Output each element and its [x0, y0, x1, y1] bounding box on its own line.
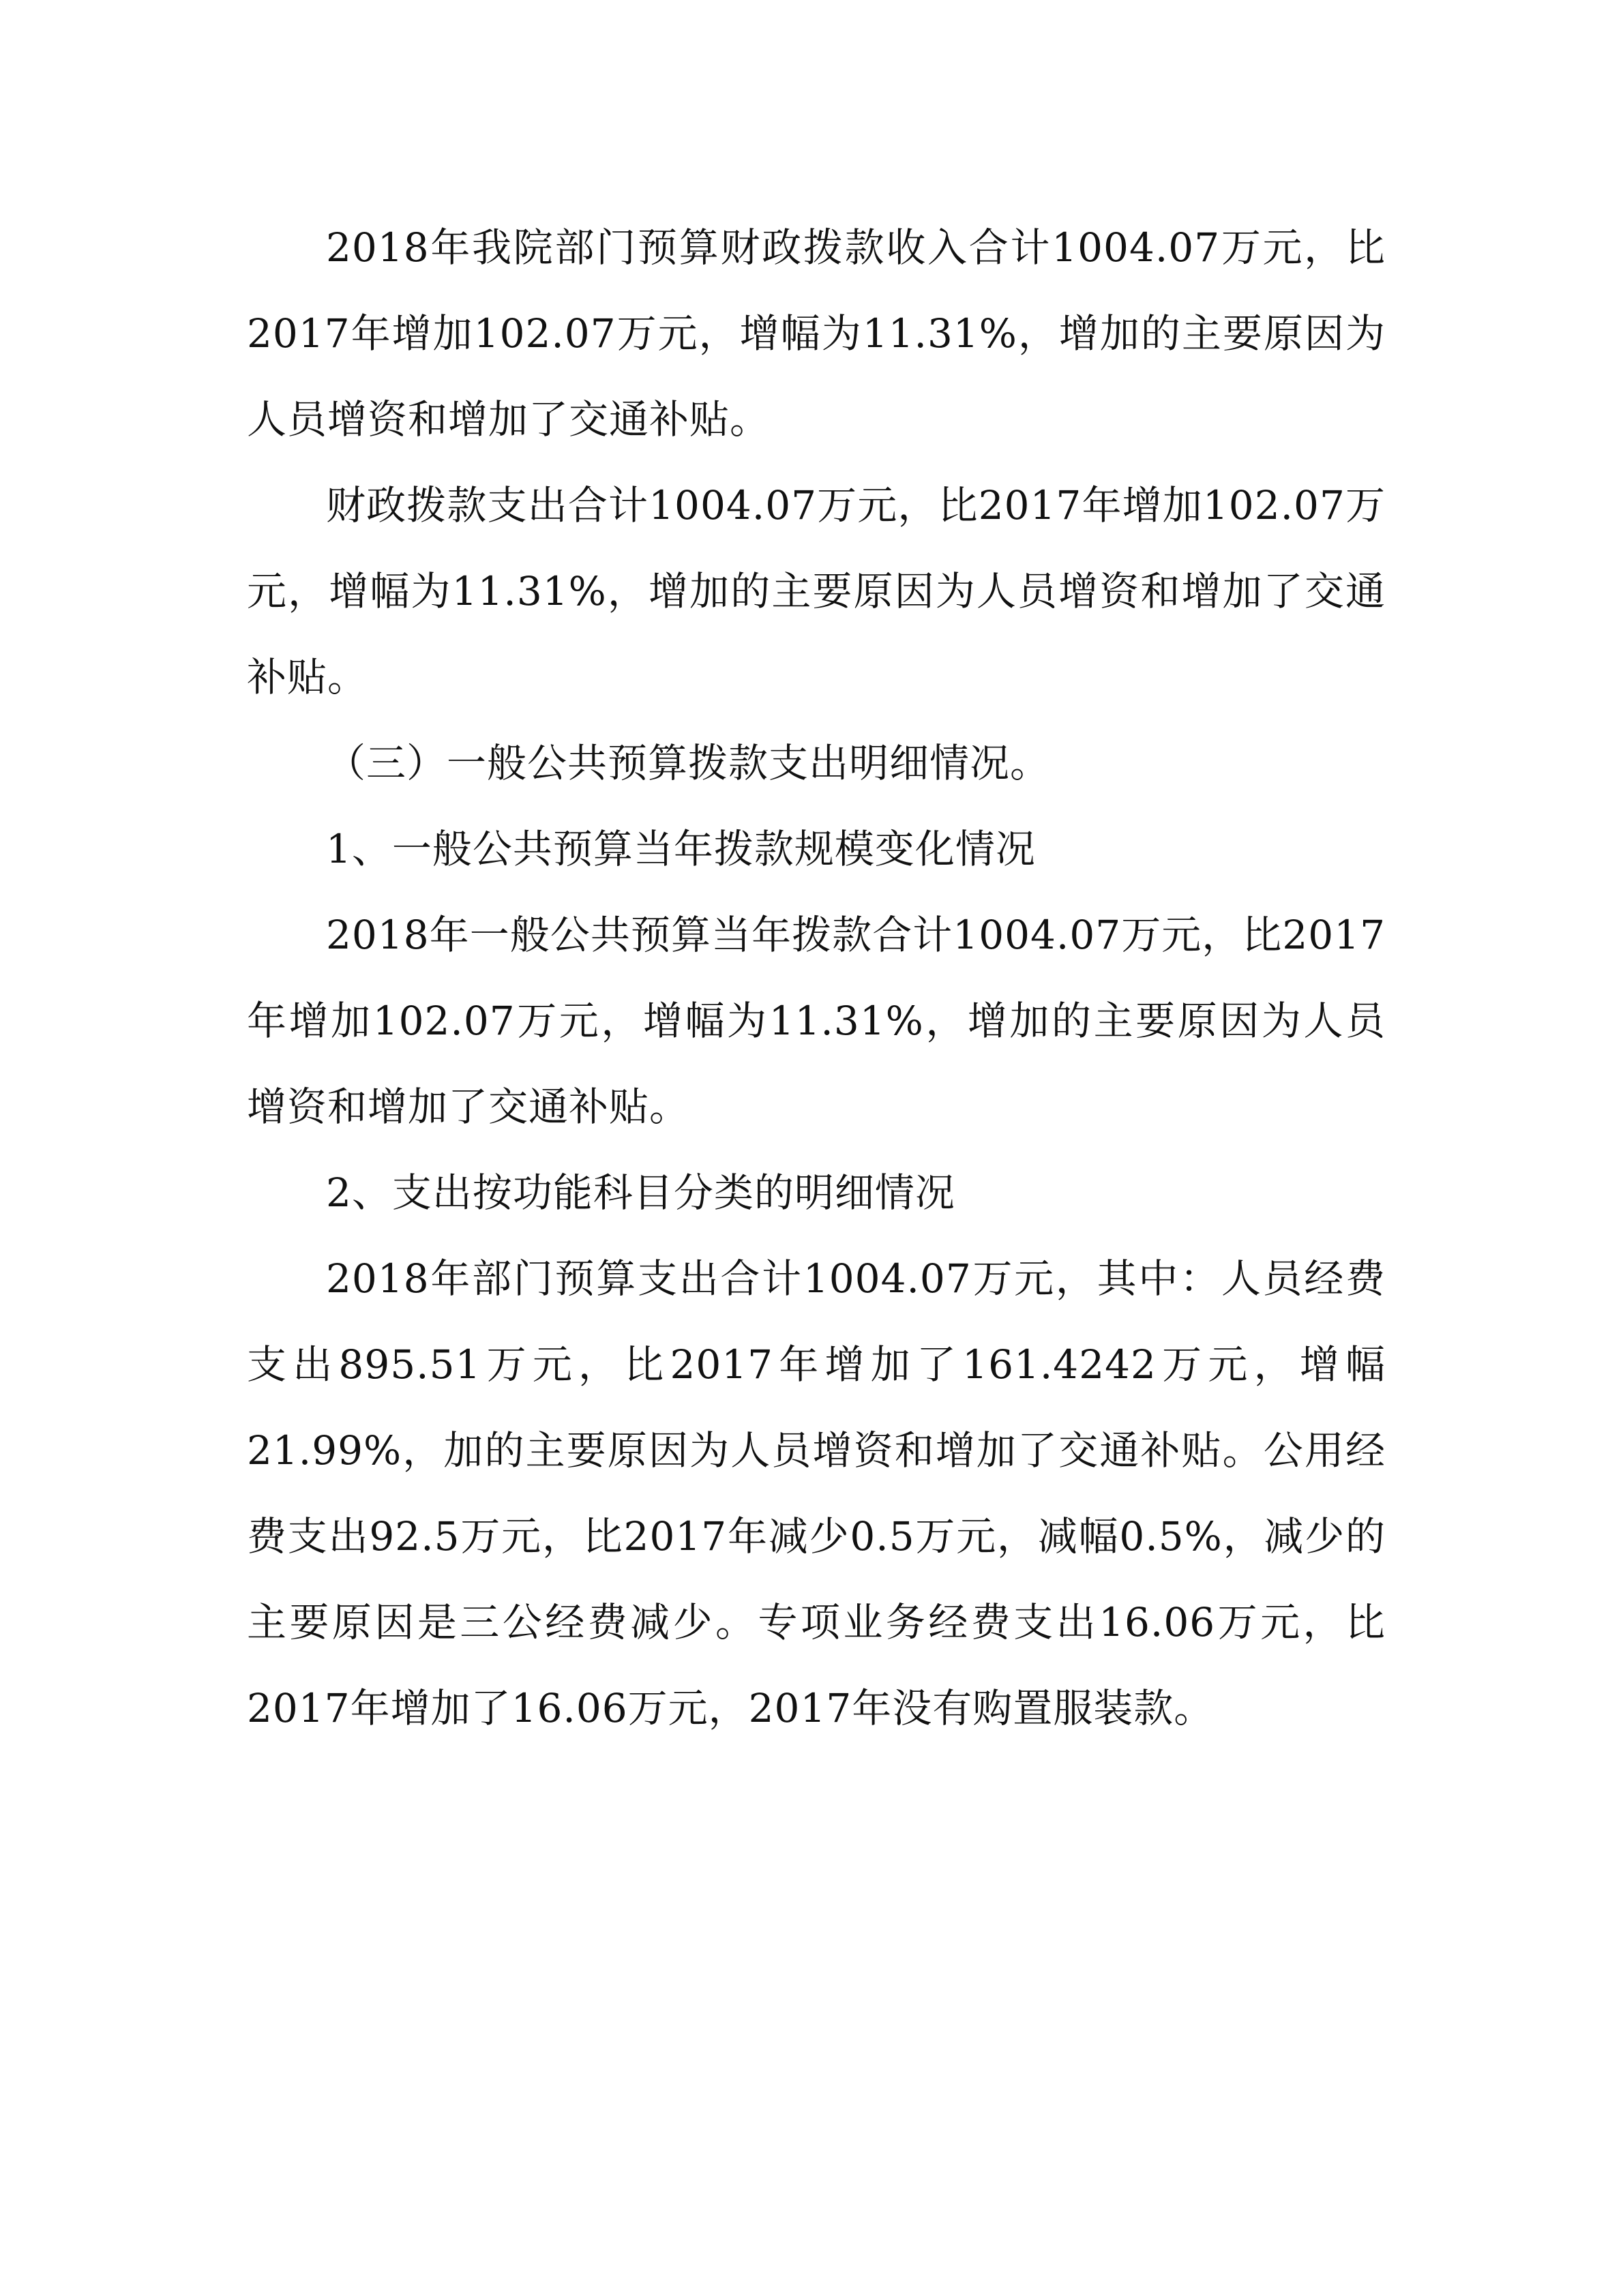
paragraph-general-budget: 2018年一般公共预算当年拨款合计1004.07万元，比2017年增加102.07万元，增幅为11.31%，增加的主要原因为人员增资和增加了交通补贴。 [247, 912, 1386, 1130]
document-body [247, 205, 1386, 1751]
paragraph-functional-detail: 2018年部门预算支出合计1004.07万元，其中：人员经费支出895.51万元，比2017年增加了161.4242万元，增幅21.99%，加的主要原因为人员增资和增加了交通补贴。公用经费支出92.5万元，比2017年减少0.5万元，减幅0.5%，减少的主要原因是三公经费减少。专项业务经费支出16.06万元，比2017年增加了16.06万元，2017年没有购置服装款。 [247, 1255, 1386, 1731]
subheading-2: 2、支出按功能科目分类的明细情况 [326, 1169, 955, 1216]
paragraph-expenditure: 财政拨款支出合计1004.07万元，比2017年增加102.07万元，增幅为11.31%，增加的主要原因为人员增资和增加了交通补贴。 [247, 482, 1386, 700]
paragraph-revenue: 2018年我院部门预算财政拨款收入合计1004.07万元，比2017年增加102.07万元，增幅为11.31%，增加的主要原因为人员增资和增加了交通补贴。 [247, 224, 1386, 443]
section-heading-3: （三）一般公共预算拨款支出明细情况。 [326, 740, 1051, 786]
subheading-1: 1、一般公共预算当年拨款规模变化情况 [326, 826, 1036, 872]
